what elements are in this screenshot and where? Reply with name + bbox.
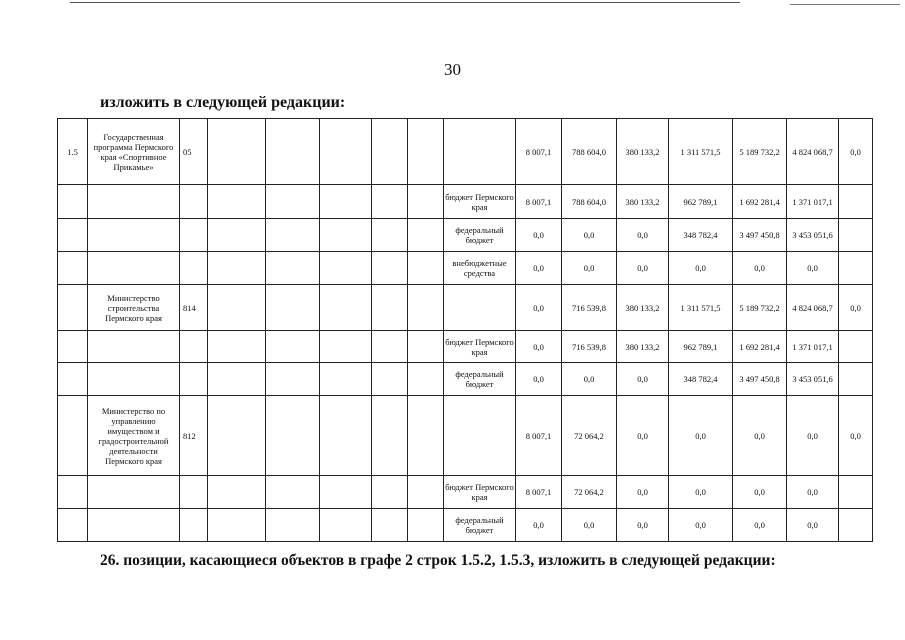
empty-cell (208, 509, 266, 542)
value-cell: 962 789,1 (669, 185, 733, 219)
value-cell: 380 133,2 (617, 285, 669, 331)
empty-cell (408, 476, 444, 509)
value-cell (839, 185, 873, 219)
empty-cell (266, 396, 320, 476)
row-number-cell (58, 509, 88, 542)
funding-source-cell: бюджет Пермского края (444, 476, 516, 509)
funding-source-cell: федеральный бюджет (444, 219, 516, 252)
value-cell: 0,0 (733, 509, 787, 542)
value-cell (839, 363, 873, 396)
row-code-cell (180, 252, 208, 285)
row-code-cell (180, 219, 208, 252)
table-row (58, 396, 873, 476)
value-cell: 0,0 (733, 476, 787, 509)
row-number-cell (58, 185, 88, 219)
value-cell: 8 007,1 (516, 476, 562, 509)
value-cell: 0,0 (562, 252, 617, 285)
row-name-cell (88, 252, 180, 285)
top-scan-rule-right (790, 4, 900, 5)
row-name-cell (88, 185, 180, 219)
value-cell: 0,0 (516, 331, 562, 363)
row-number-cell (58, 331, 88, 363)
empty-cell (408, 509, 444, 542)
value-cell: 0,0 (516, 219, 562, 252)
empty-cell (408, 363, 444, 396)
row-name-cell: Министерство по управлению имуществом и градостроительной деятельности Пермского края (88, 396, 180, 476)
row-name-cell (88, 476, 180, 509)
row-code-cell (180, 509, 208, 542)
empty-cell (408, 119, 444, 185)
table-row (58, 219, 873, 252)
row-code-cell (180, 476, 208, 509)
value-cell: 72 064,2 (562, 476, 617, 509)
value-cell: 0,0 (516, 252, 562, 285)
empty-cell (208, 219, 266, 252)
empty-cell (408, 396, 444, 476)
funding-source-cell (444, 396, 516, 476)
empty-cell (266, 285, 320, 331)
row-name-cell (88, 363, 180, 396)
value-cell: 3 453 051,6 (787, 363, 839, 396)
empty-cell (372, 219, 408, 252)
value-cell: 3 497 450,8 (733, 363, 787, 396)
value-cell: 8 007,1 (516, 119, 562, 185)
value-cell: 0,0 (516, 509, 562, 542)
row-number-cell (58, 363, 88, 396)
value-cell (839, 252, 873, 285)
row-number-cell (58, 252, 88, 285)
value-cell: 1 371 017,1 (787, 331, 839, 363)
page-number: 30 (444, 60, 461, 79)
value-cell: 716 539,8 (562, 285, 617, 331)
row-name-cell: Министерство строительства Пермского края (88, 285, 180, 331)
empty-cell (208, 119, 266, 185)
value-cell: 0,0 (669, 396, 733, 476)
empty-cell (320, 363, 372, 396)
empty-cell (320, 219, 372, 252)
value-cell: 788 604,0 (562, 185, 617, 219)
empty-cell (208, 363, 266, 396)
table-row (58, 476, 873, 509)
empty-cell (208, 476, 266, 509)
empty-cell (372, 252, 408, 285)
funding-source-cell: федеральный бюджет (444, 509, 516, 542)
empty-cell (372, 509, 408, 542)
row-number-cell (58, 285, 88, 331)
empty-cell (408, 331, 444, 363)
empty-cell (372, 185, 408, 219)
empty-cell (408, 185, 444, 219)
footer-text: 26. позиции, касающиеся объектов в графе 2 строк 1.5.2, 1.5.3, изложить в следующей редакции: (100, 552, 776, 569)
value-cell: 0,0 (669, 476, 733, 509)
empty-cell (266, 185, 320, 219)
funding-source-cell (444, 285, 516, 331)
value-cell: 0,0 (516, 285, 562, 331)
row-name-cell (88, 219, 180, 252)
table-row (58, 252, 873, 285)
empty-cell (320, 252, 372, 285)
value-cell: 380 133,2 (617, 331, 669, 363)
table-row (58, 331, 873, 363)
value-cell: 8 007,1 (516, 185, 562, 219)
value-cell: 3 497 450,8 (733, 219, 787, 252)
value-cell: 0,0 (787, 396, 839, 476)
empty-cell (266, 119, 320, 185)
value-cell: 716 539,8 (562, 331, 617, 363)
empty-cell (320, 476, 372, 509)
value-cell: 0,0 (733, 252, 787, 285)
funding-source-cell: федеральный бюджет (444, 363, 516, 396)
empty-cell (208, 185, 266, 219)
empty-cell (266, 509, 320, 542)
row-name-cell: Государственная программа Пермского края «Спортивное Прикамье» (88, 119, 180, 185)
value-cell: 0,0 (617, 363, 669, 396)
value-cell: 0,0 (839, 285, 873, 331)
table-row (58, 185, 873, 219)
row-code-cell (180, 331, 208, 363)
empty-cell (408, 285, 444, 331)
value-cell (839, 219, 873, 252)
value-cell: 0,0 (787, 509, 839, 542)
funding-source-cell: внебюджетные средства (444, 252, 516, 285)
empty-cell (372, 363, 408, 396)
value-cell (839, 476, 873, 509)
row-name-cell (88, 509, 180, 542)
value-cell: 5 189 732,2 (733, 285, 787, 331)
empty-cell (408, 219, 444, 252)
empty-cell (266, 219, 320, 252)
row-code-cell: 812 (180, 396, 208, 476)
table-row (58, 119, 873, 185)
empty-cell (372, 476, 408, 509)
empty-cell (372, 331, 408, 363)
row-code-cell: 05 (180, 119, 208, 185)
value-cell: 3 453 051,6 (787, 219, 839, 252)
table-row (58, 363, 873, 396)
empty-cell (372, 396, 408, 476)
value-cell: 788 604,0 (562, 119, 617, 185)
empty-cell (208, 331, 266, 363)
value-cell: 380 133,2 (617, 185, 669, 219)
empty-cell (208, 252, 266, 285)
value-cell: 1 311 571,5 (669, 119, 733, 185)
row-number-cell (58, 396, 88, 476)
value-cell: 0,0 (617, 219, 669, 252)
value-cell: 0,0 (669, 252, 733, 285)
funding-source-cell (444, 119, 516, 185)
funding-source-cell: бюджет Пермского края (444, 331, 516, 363)
empty-cell (266, 331, 320, 363)
value-cell: 0,0 (787, 252, 839, 285)
row-name-cell (88, 331, 180, 363)
value-cell: 348 782,4 (669, 363, 733, 396)
value-cell (839, 331, 873, 363)
empty-cell (208, 285, 266, 331)
row-code-cell: 814 (180, 285, 208, 331)
empty-cell (372, 285, 408, 331)
value-cell: 0,0 (787, 476, 839, 509)
funding-source-cell: бюджет Пермского края (444, 185, 516, 219)
value-cell (839, 509, 873, 542)
value-cell: 0,0 (562, 219, 617, 252)
empty-cell (320, 285, 372, 331)
value-cell: 0,0 (617, 476, 669, 509)
row-code-cell (180, 185, 208, 219)
value-cell: 1 692 281,4 (733, 331, 787, 363)
empty-cell (320, 119, 372, 185)
value-cell: 72 064,2 (562, 396, 617, 476)
empty-cell (408, 252, 444, 285)
empty-cell (266, 252, 320, 285)
empty-cell (208, 396, 266, 476)
value-cell: 5 189 732,2 (733, 119, 787, 185)
value-cell: 4 824 068,7 (787, 285, 839, 331)
value-cell: 0,0 (839, 396, 873, 476)
value-cell: 0,0 (617, 396, 669, 476)
row-code-cell (180, 363, 208, 396)
top-scan-rule (70, 2, 740, 3)
budget-table (57, 118, 873, 542)
value-cell: 0,0 (839, 119, 873, 185)
table-row (58, 509, 873, 542)
value-cell: 1 371 017,1 (787, 185, 839, 219)
value-cell: 380 133,2 (617, 119, 669, 185)
empty-cell (320, 396, 372, 476)
value-cell: 1 311 571,5 (669, 285, 733, 331)
value-cell: 0,0 (562, 363, 617, 396)
value-cell: 962 789,1 (669, 331, 733, 363)
value-cell: 1 692 281,4 (733, 185, 787, 219)
empty-cell (266, 476, 320, 509)
value-cell: 0,0 (516, 363, 562, 396)
empty-cell (320, 185, 372, 219)
value-cell: 0,0 (617, 509, 669, 542)
empty-cell (266, 363, 320, 396)
value-cell: 4 824 068,7 (787, 119, 839, 185)
empty-cell (320, 509, 372, 542)
empty-cell (372, 119, 408, 185)
value-cell: 0,0 (669, 509, 733, 542)
table-row (58, 285, 873, 331)
empty-cell (320, 331, 372, 363)
intro-text: изложить в следующей редакции: (100, 94, 346, 111)
value-cell: 0,0 (733, 396, 787, 476)
value-cell: 0,0 (562, 509, 617, 542)
row-number-cell: 1.5 (58, 119, 88, 185)
row-number-cell (58, 476, 88, 509)
value-cell: 0,0 (617, 252, 669, 285)
value-cell: 348 782,4 (669, 219, 733, 252)
row-number-cell (58, 219, 88, 252)
value-cell: 8 007,1 (516, 396, 562, 476)
